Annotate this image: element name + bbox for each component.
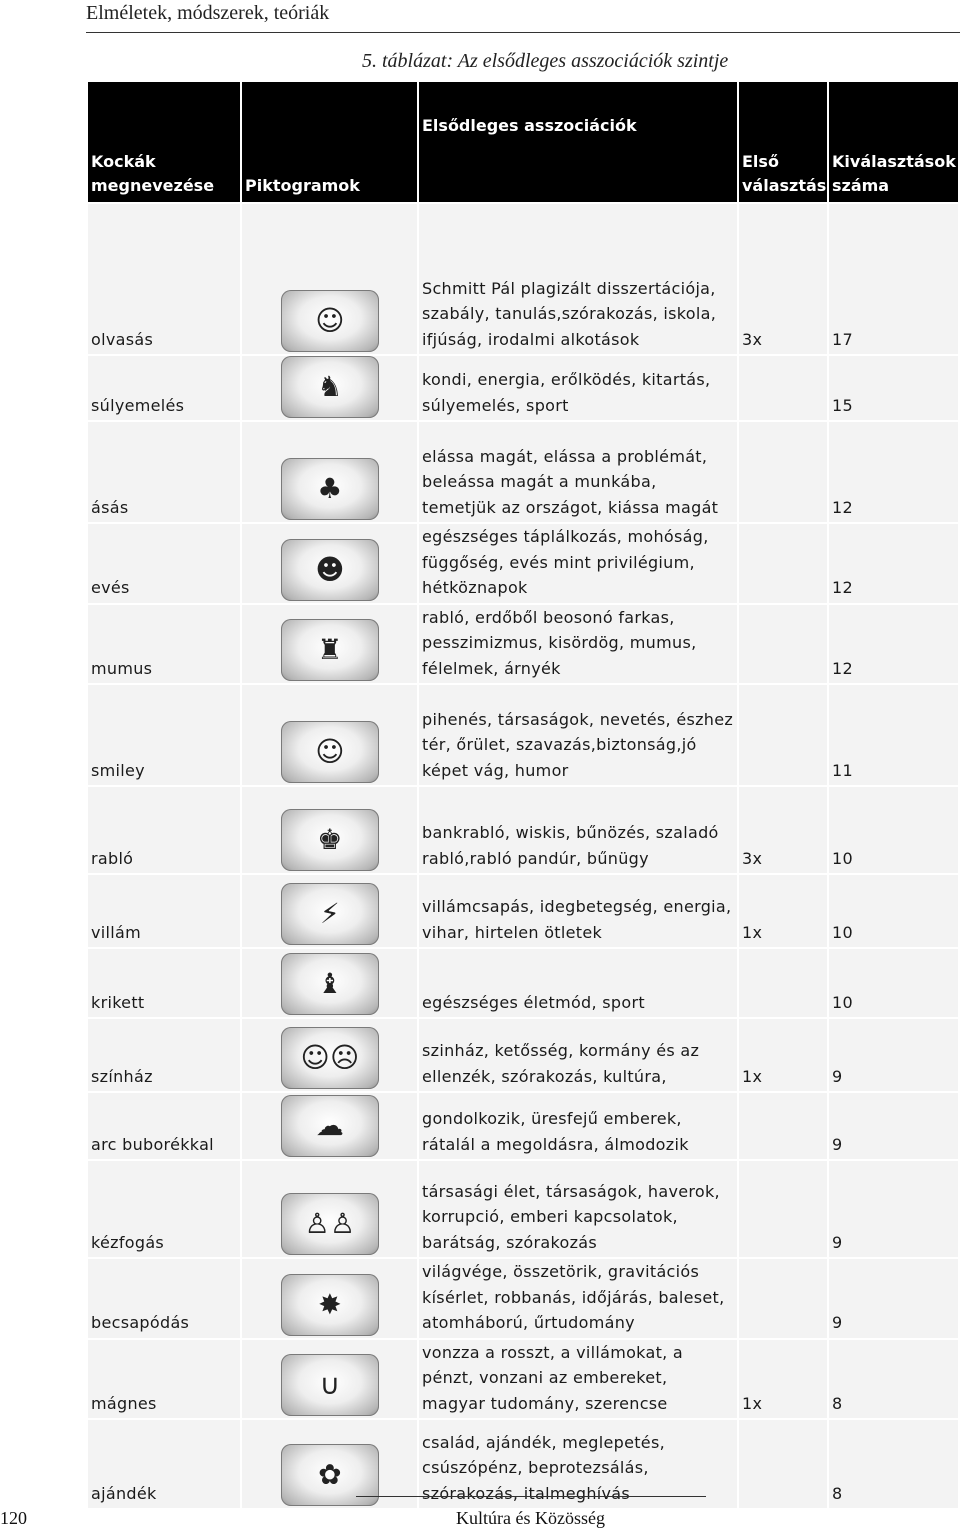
- selection-count-cell: 9: [829, 1259, 958, 1338]
- associations-cell: vonzza a rosszt, a villámokat, a pénzt, vonzani az embereket, magyar tudomány, szerencse: [419, 1340, 737, 1419]
- footer-rule: [356, 1496, 706, 1497]
- pictogram-cell: [242, 1420, 417, 1508]
- column-header-first-choice: Első választás: [739, 82, 827, 202]
- cube-name-cell: evés: [88, 524, 240, 603]
- dice-photo: [281, 458, 379, 520]
- table-row: [88, 605, 958, 684]
- selection-count-cell: 10: [829, 949, 958, 1017]
- associations-cell: család, ajándék, meglepetés, csúszópénz, beprotezsálás, szórakozás, italmeghívás: [419, 1420, 737, 1508]
- pictogram-cell: [242, 1340, 417, 1419]
- first-choice-cell: 3x: [739, 204, 827, 354]
- table-row: [88, 1161, 958, 1257]
- impact-icon: ✸: [318, 1287, 342, 1321]
- selection-count-cell: 12: [829, 422, 958, 522]
- pictogram-cell: [242, 685, 417, 785]
- cube-name-cell: kézfogás: [88, 1161, 240, 1257]
- table-row: [88, 1093, 958, 1159]
- selection-count-cell: 9: [829, 1093, 958, 1159]
- first-choice-cell: [739, 356, 827, 420]
- cube-name-cell: ásás: [88, 422, 240, 522]
- cube-name-cell: olvasás: [88, 204, 240, 354]
- table-header-row: [88, 82, 958, 202]
- associations-cell: társasági élet, társaságok, haverok, korrupció, emberi kapcsolatok, barátság, szórakozás: [419, 1161, 737, 1257]
- journal-name: Kultúra és Közösség: [456, 1508, 605, 1528]
- first-choice-cell: [739, 524, 827, 603]
- table-row: [88, 1340, 958, 1419]
- pictogram-cell: [242, 605, 417, 684]
- eating-icon: ☻: [315, 552, 345, 586]
- pictogram-cell: [242, 1019, 417, 1091]
- cube-name-cell: krikett: [88, 949, 240, 1017]
- selection-count-cell: 11: [829, 685, 958, 785]
- first-choice-cell: [739, 1093, 827, 1159]
- dice-photo: [281, 1193, 379, 1255]
- pictogram-cell: [242, 356, 417, 420]
- column-header-selection-count: Kiválasztások száma: [829, 82, 958, 202]
- dice-photo: [281, 539, 379, 601]
- dice-photo: [281, 1354, 379, 1416]
- handshake-icon: ♙♙: [304, 1207, 356, 1240]
- reading-icon: ☺: [315, 304, 345, 337]
- associations-cell: egészséges táplálkozás, mohóság, függőség, evés mint privilégium, hétköznapok: [419, 524, 737, 603]
- table-row: [88, 524, 958, 603]
- pictogram-cell: [242, 875, 417, 947]
- column-header-pictograms: Piktogramok: [242, 82, 417, 202]
- cube-name-cell: színház: [88, 1019, 240, 1091]
- first-choice-cell: [739, 422, 827, 522]
- selection-count-cell: 17: [829, 204, 958, 354]
- smiley-icon: ☺: [315, 735, 345, 768]
- table-row: [88, 1019, 958, 1091]
- gift-icon: ✿: [318, 1458, 342, 1491]
- column-header-associations: Elsődleges asszociációk: [419, 82, 737, 202]
- cube-name-cell: arc buborékkal: [88, 1093, 240, 1159]
- first-choice-cell: 1x: [739, 1019, 827, 1091]
- page-number: 120: [0, 1508, 27, 1528]
- pictogram-cell: [242, 1093, 417, 1159]
- pictogram-cell: [242, 204, 417, 354]
- dice-photo: [281, 290, 379, 352]
- table-row: [88, 1420, 958, 1508]
- pictogram-cell: [242, 1259, 417, 1338]
- pictogram-cell: [242, 787, 417, 873]
- cube-name-cell: becsapódás: [88, 1259, 240, 1338]
- running-title: Elméletek, módszerek, teóriák: [86, 0, 960, 33]
- table-row: [88, 356, 958, 420]
- associations-cell: kondi, energia, erőlködés, kitartás, súlyemelés, sport: [419, 356, 737, 420]
- dice-photo: [281, 1027, 379, 1089]
- selection-count-cell: 12: [829, 524, 958, 603]
- pictogram-cell: [242, 422, 417, 522]
- dice-photo: [281, 1274, 379, 1336]
- table-row: [88, 787, 958, 873]
- magnet-icon: ∪: [319, 1368, 341, 1401]
- selection-count-cell: 9: [829, 1161, 958, 1257]
- associations-cell: egészséges életmód, sport: [419, 949, 737, 1017]
- pictogram-cell: [242, 949, 417, 1017]
- selection-count-cell: 12: [829, 605, 958, 684]
- first-choice-cell: [739, 685, 827, 785]
- cube-name-cell: ajándék: [88, 1420, 240, 1508]
- dice-photo: [281, 721, 379, 783]
- column-header-cube-name: Kockák megnevezése: [88, 82, 240, 202]
- cube-name-cell: súlyemelés: [88, 356, 240, 420]
- thought-bubble-face-icon: ☁: [315, 1109, 345, 1142]
- associations-cell: elássa magát, elássa a problémát, beleássa magát a munkába, temetjük az országot, kiássa magát: [419, 422, 737, 522]
- cricket-icon: ♝: [317, 967, 343, 1000]
- bogeyman-icon: ♜: [317, 633, 343, 666]
- selection-count-cell: 8: [829, 1420, 958, 1508]
- table-row: [88, 685, 958, 785]
- weightlifting-icon: ♞: [317, 370, 343, 403]
- first-choice-cell: [739, 949, 827, 1017]
- associations-cell: bankrabló, wiskis, bűnözés, szaladó rabló,rabló pandúr, bűnügy: [419, 787, 737, 873]
- table-body: [88, 204, 958, 1508]
- associations-cell: villámcsapás, idegbetegség, energia, vihar, hirtelen ötletek: [419, 875, 737, 947]
- dice-photo: [281, 883, 379, 945]
- pictogram-cell: [242, 1161, 417, 1257]
- dice-photo: [281, 953, 379, 1015]
- first-choice-cell: [739, 605, 827, 684]
- selection-count-cell: 8: [829, 1340, 958, 1419]
- selection-count-cell: 9: [829, 1019, 958, 1091]
- dice-photo: [281, 356, 379, 418]
- table-row: [88, 875, 958, 947]
- selection-count-cell: 10: [829, 787, 958, 873]
- selection-count-cell: 10: [829, 875, 958, 947]
- dice-photo: [281, 1095, 379, 1157]
- first-choice-cell: [739, 1161, 827, 1257]
- dice-photo: [281, 619, 379, 681]
- cube-name-cell: mágnes: [88, 1340, 240, 1419]
- first-choice-cell: 1x: [739, 1340, 827, 1419]
- associations-cell: gondolkozik, üresfejű emberek, rátalál a megoldásra, álmodozik: [419, 1093, 737, 1159]
- first-choice-cell: [739, 1420, 827, 1508]
- table-row: [88, 204, 958, 354]
- table-row: [88, 1259, 958, 1338]
- theatre-masks-icon: ☺☹: [300, 1041, 360, 1074]
- selection-count-cell: 15: [829, 356, 958, 420]
- dice-photo: [281, 809, 379, 871]
- associations-cell: rabló, erdőből beosonó farkas, pesszimizmus, kisördög, mumus, félelmek, árnyék: [419, 605, 737, 684]
- robber-icon: ♚: [317, 823, 343, 856]
- associations-cell: világvége, összetörik, gravitációs kísérlet, robbanás, időjárás, baleset, atomháború, űrtudomány: [419, 1259, 737, 1338]
- associations-cell: pihenés, társaságok, nevetés, észhez tér, őrület, szavazás,biztonság,jó képet vág, humor: [419, 685, 737, 785]
- cube-name-cell: villám: [88, 875, 240, 947]
- associations-cell: szinház, ketősség, kormány és az ellenzék, szórakozás, kultúra,: [419, 1019, 737, 1091]
- associations-table: [86, 80, 960, 1510]
- first-choice-cell: 3x: [739, 787, 827, 873]
- cube-name-cell: rabló: [88, 787, 240, 873]
- first-choice-cell: 1x: [739, 875, 827, 947]
- table-row: [88, 949, 958, 1017]
- pictogram-cell: [242, 524, 417, 603]
- associations-cell: Schmitt Pál plagizált disszertációja, szabály, tanulás,szórakozás, iskola, ifjúság, irodalmi alkotások: [419, 204, 737, 354]
- table-row: [88, 422, 958, 522]
- lightning-icon: ⚡: [320, 897, 340, 930]
- first-choice-cell: [739, 1259, 827, 1338]
- table-caption: 5. táblázat: Az elsődleges asszociációk szintje: [362, 50, 729, 72]
- digging-icon: ♣: [317, 472, 343, 505]
- cube-name-cell: smiley: [88, 685, 240, 785]
- cube-name-cell: mumus: [88, 605, 240, 684]
